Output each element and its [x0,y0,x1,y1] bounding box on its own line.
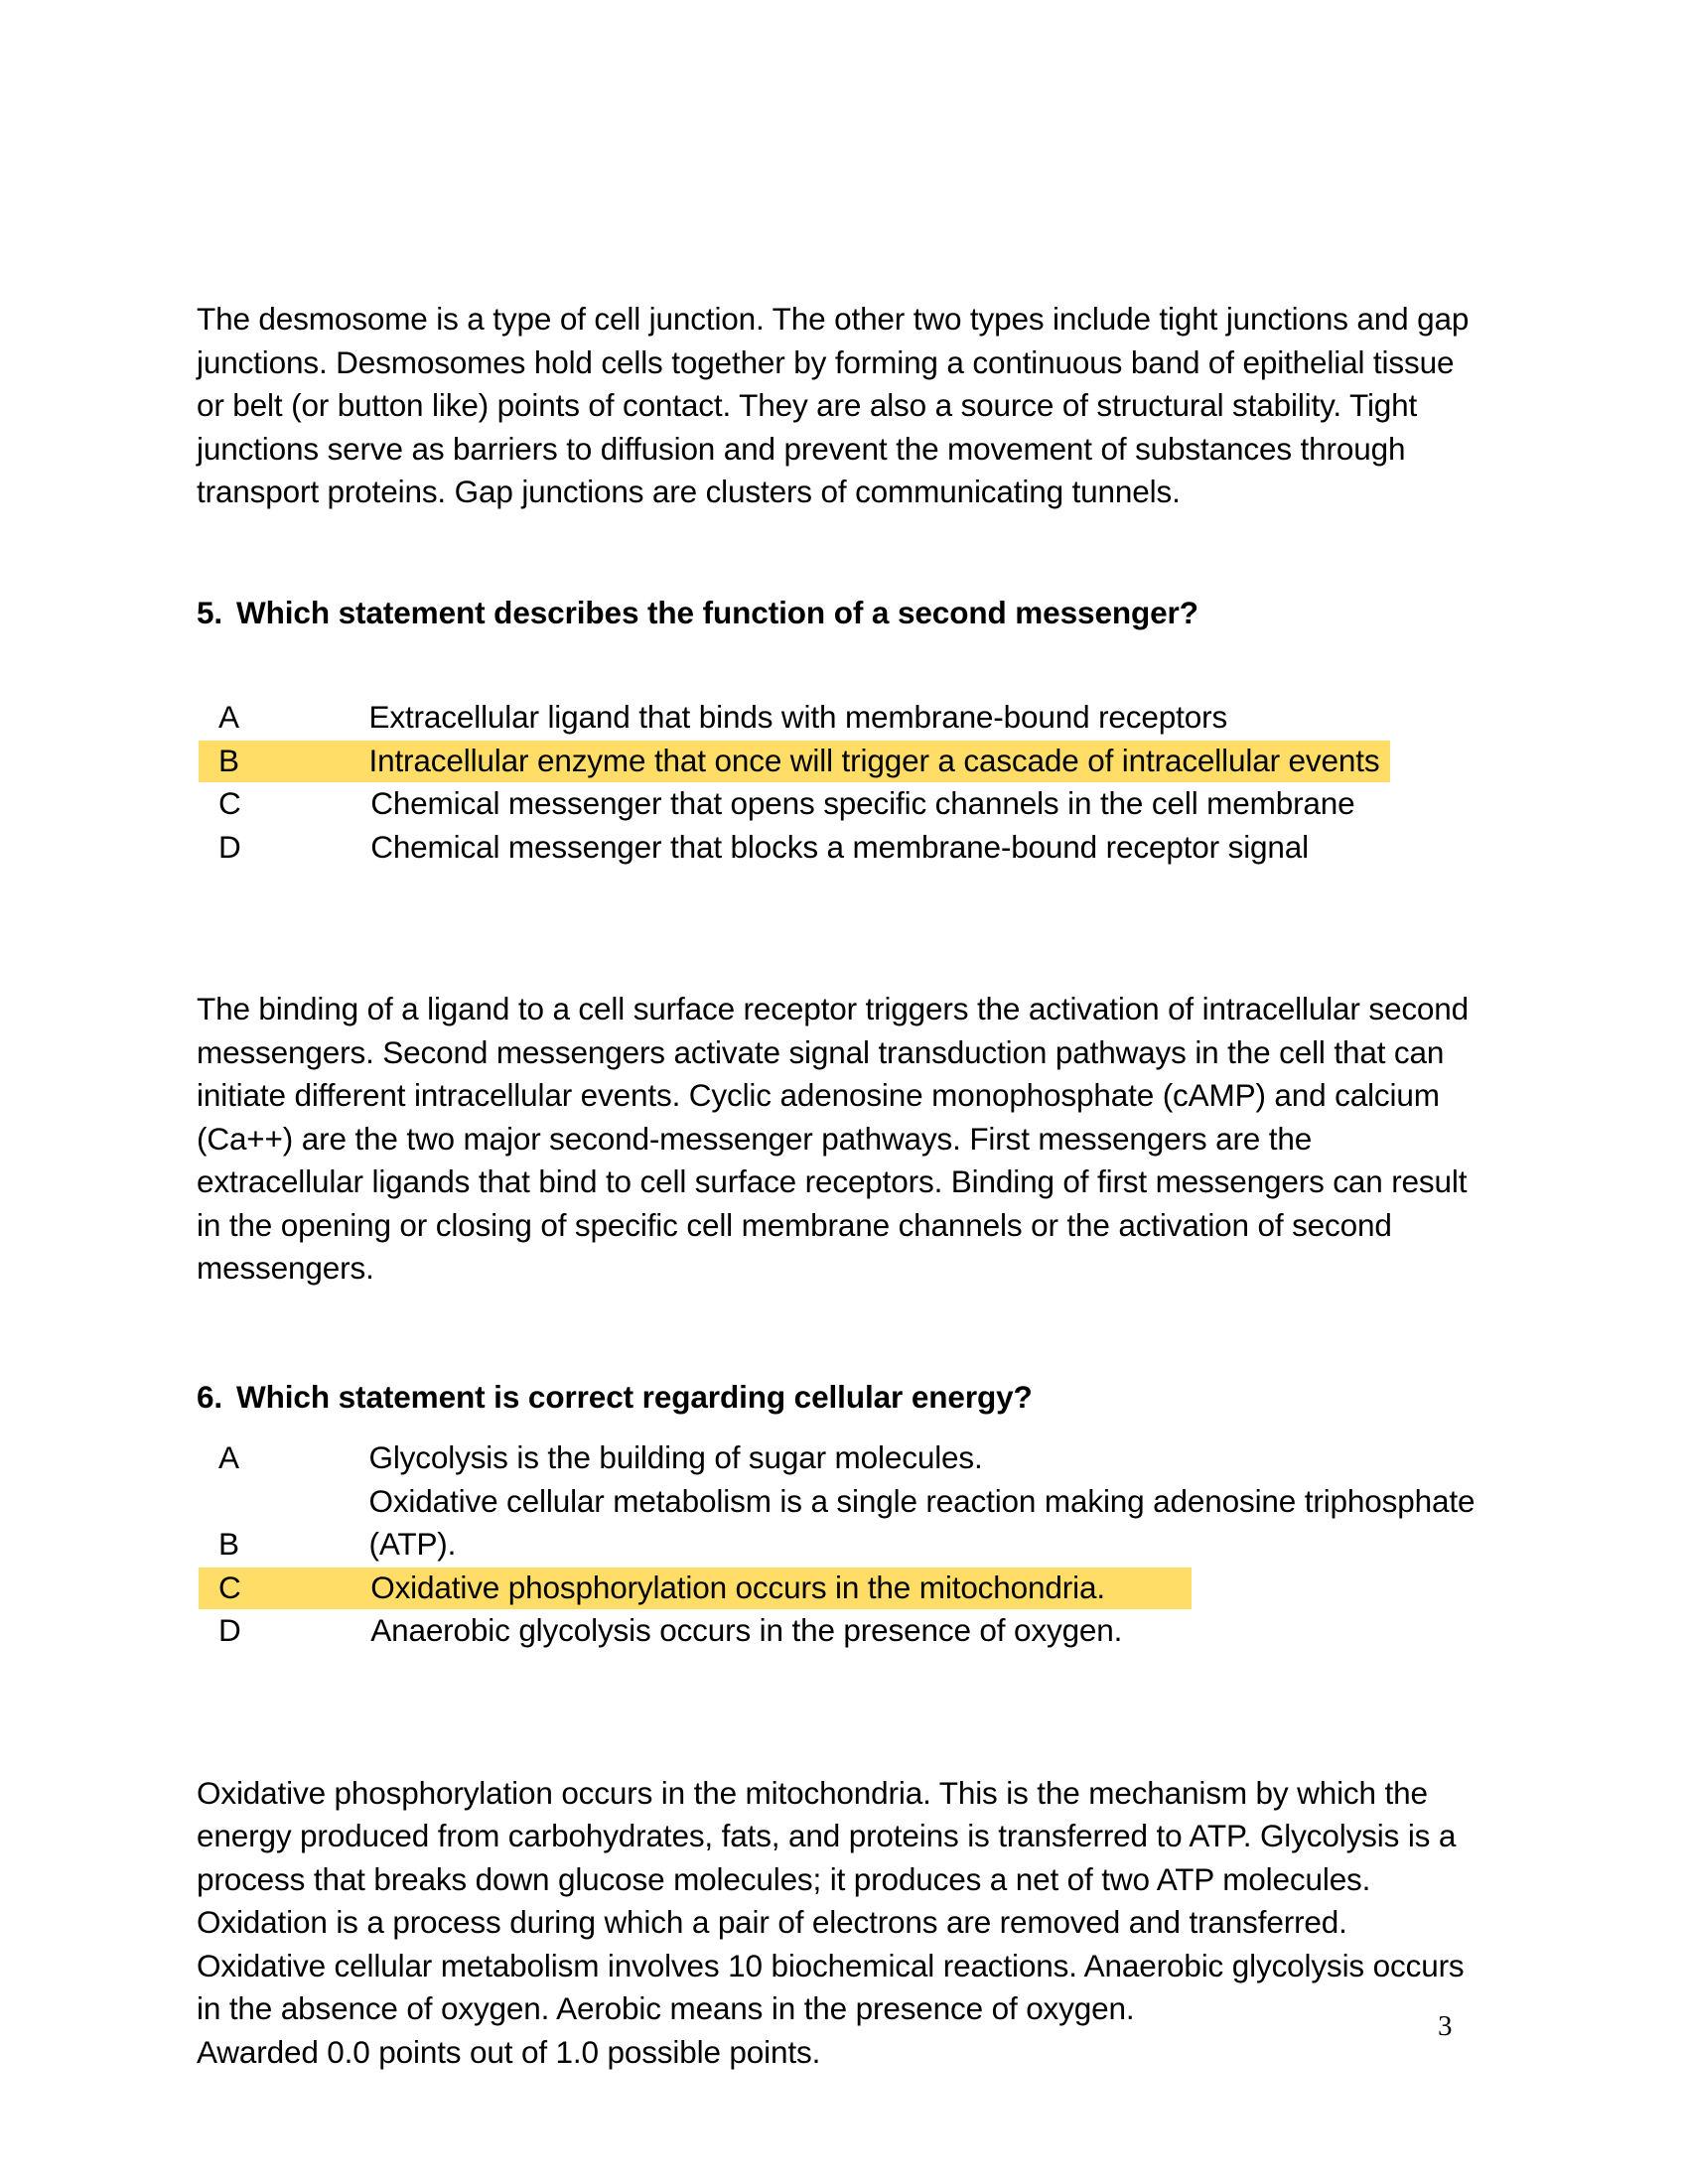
option-text: Glycolysis is the building of sugar molecules. [368,1439,983,1475]
question-6-text: Which statement is correct regarding cellular energy? [236,1378,1033,1415]
option-letter: C [218,785,241,821]
option-row[interactable] [197,740,1482,783]
spacer [197,1653,1482,1772]
option-row[interactable] [197,1436,1482,1480]
option-text: Chemical messenger that opens specific channels in the cell membrane [370,785,1355,821]
option-letter: B [218,742,239,778]
question-6-number: 6. [197,1378,223,1415]
option-text: Oxidative cellular metabolism is a single reaction making adenosine triphosphate (ATP). [368,1482,1476,1562]
option-letter: D [218,1612,241,1648]
explanation-paragraph-3 [197,1772,1482,2075]
option-letter: A [218,1439,239,1475]
explanation-paragraph-3-text: Oxidative phosphorylation occurs in the mitochondria. This is the mechanism by which the energy produced from carbohydrates, fats, and proteins is transferred to ATP. Glycolysis is a process that breaks down glucose molecules; it produces a net of two ATP molecules. Oxidation is a process during which a pair of electrons are removed and transferred. Oxidative cellular metabolism involves 10 biochemical reactions. Anaerobic glycolysis occurs in the absence of oxygen. Aerobic means in the presence of oxygen. [197,1774,1465,2026]
question-6-options [197,1436,1482,1653]
explanation-paragraph-2: The binding of a ligand to a cell surface receptor triggers the activation of intracellular second messengers. Second messengers activate signal transduction pathways in the cell that can initiate different intracellular events. Cyclic adenosine monophosphate (cAMP) and calcium (Ca++) are the two major second-messenger pathways. First messengers are the extracellular ligands that bind to cell surface receptors. Binding of first messengers can result in the opening or closing of specific cell membrane channels or the activation of second messengers. [197,991,1470,1286]
spacer [197,1291,1482,1376]
question-5-text: Which statement describes the function of a second messenger? [236,594,1198,630]
option-row[interactable] [197,1567,1482,1610]
option-text: Chemical messenger that blocks a membrane-bound receptor signal [370,828,1309,865]
option-text: Anaerobic glycolysis occurs in the presence of oxygen. [370,1612,1123,1648]
score-line: Awarded 0.0 points out of 1.0 possible points. [197,2033,821,2070]
option-text: Intracellular enzyme that once will trigger a cascade of intracellular events [368,742,1380,778]
spacer [197,514,1482,592]
document-content [197,298,1482,2074]
spacer [197,1419,1482,1436]
option-letter: A [218,699,239,735]
question-6-heading [197,1376,1482,1420]
question-5-heading [197,592,1482,635]
question-5-options [197,696,1482,869]
option-row[interactable] [197,1609,1482,1653]
explanation-paragraph-1: The desmosome is a type of cell junction. The other two types include tight junctions and gap junctions. Desmosomes hold cells together by forming a continuous band of epithelial tissue or belt (or button like) points of contact. They are also a source of structural stability. Tight junctions serve as barriers to diffusion and prevent the movement of substances through transport proteins. Gap junctions are clusters of communicating tunnels. [197,301,1470,509]
option-text: Oxidative phosphorylation occurs in the mitochondria. [370,1569,1105,1605]
question-5-number: 5. [197,594,223,630]
option-letter: D [218,828,241,865]
option-letter: B [218,1526,239,1562]
page-number: 3 [1438,2010,1453,2042]
option-letter: C [218,1569,241,1605]
option-row[interactable] [197,696,1482,740]
option-text: Extracellular ligand that binds with membrane-bound receptors [368,699,1228,735]
option-row[interactable] [197,826,1482,870]
spacer [197,869,1482,988]
spacer [197,634,1482,696]
option-row[interactable] [197,782,1482,826]
option-row[interactable] [197,1480,1482,1567]
